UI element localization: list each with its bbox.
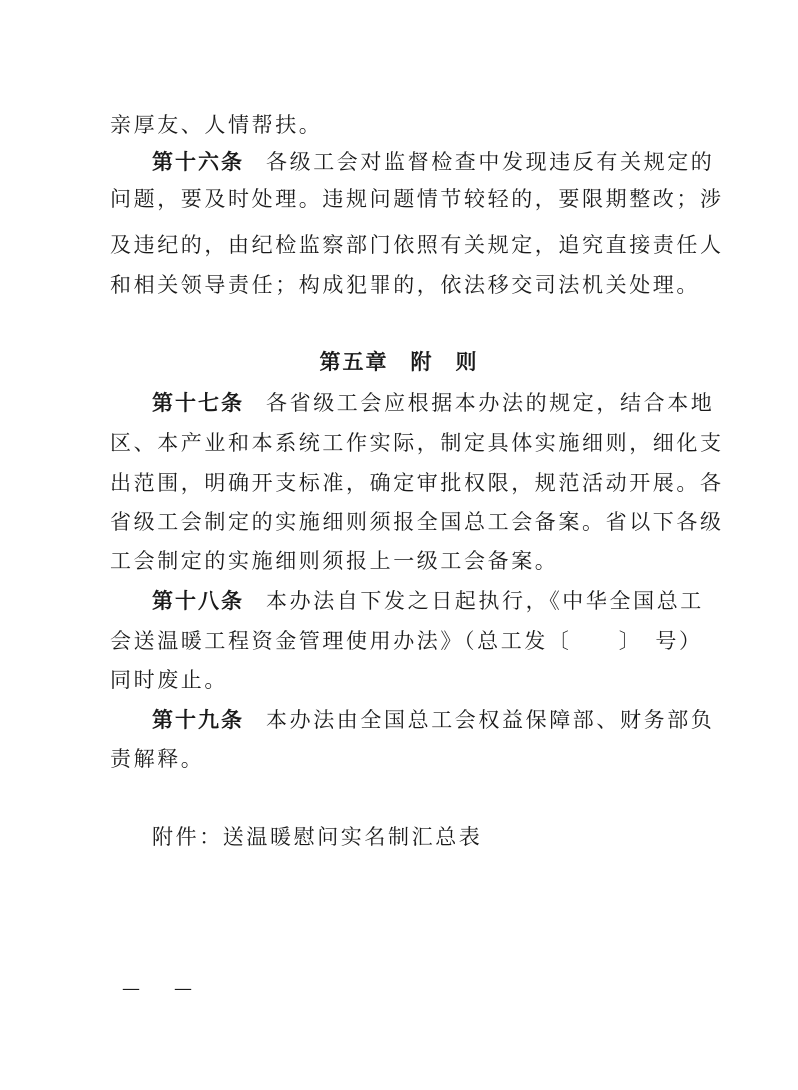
- page-number-right-dash: —: [174, 978, 192, 999]
- article-17-number: 第十七条: [152, 391, 244, 415]
- article-17-line: 出范围，明确开支标准，确定审批权限，规范活动开展。各: [110, 471, 724, 495]
- article-18-line: 同时废止。: [110, 668, 228, 692]
- paragraph-continuation: 亲厚友、人情帮扶。: [110, 113, 323, 137]
- article-18-text: 本办法自下发之日起执行，《中华全国总工: [266, 589, 704, 613]
- article-19-first-line: [152, 703, 742, 737]
- article-16-line: 和相关领导责任；构成犯罪的，依法移交司法机关处理。: [110, 273, 700, 297]
- article-18-number: 第十八条: [152, 589, 244, 613]
- article-18-line: 会送温暖工程资金管理使用办法》（总工发〔 〕 号）: [110, 629, 703, 653]
- chapter-name-char: 附: [410, 350, 434, 374]
- article-17-line: 省级工会制定的实施细则须报全国总工会备案。省以下各级: [110, 510, 724, 534]
- article-16-text: 各级工会对监督检查中发现违反有关规定的: [266, 150, 715, 174]
- article-16-first-line: [152, 145, 742, 179]
- chapter-name-char: 则: [455, 350, 479, 374]
- article-16-number: 第十六条: [152, 150, 244, 174]
- page-number: [122, 974, 192, 1004]
- article-16-line: 及违纪的，由纪检监察部门依照有关规定，追究直接责任人: [110, 233, 724, 257]
- article-18-first-line: [152, 584, 742, 618]
- article-19-text: 本办法由全国总工会权益保障部、财务部负: [266, 708, 715, 732]
- article-17-line: 工会制定的实施细则须报上一级工会备案。: [110, 549, 559, 573]
- article-17-first-line: [152, 386, 742, 420]
- article-19-number: 第十九条: [152, 708, 244, 732]
- article-16-line: 问题，要及时处理。违规问题情节较轻的，要限期整改；涉: [110, 187, 724, 211]
- article-17-line: 区、本产业和本系统工作实际，制定具体实施细则，细化支: [110, 431, 724, 455]
- article-19-line: 责解释。: [110, 747, 205, 771]
- attachment-note: 附件：送温暖慰问实名制汇总表: [152, 825, 483, 849]
- chapter-title: [0, 345, 798, 379]
- article-17-text: 各省级工会应根据本办法的规定，结合本地: [266, 391, 715, 415]
- page-number-left-dash: —: [122, 978, 140, 999]
- chapter-number: 第五章: [319, 350, 389, 374]
